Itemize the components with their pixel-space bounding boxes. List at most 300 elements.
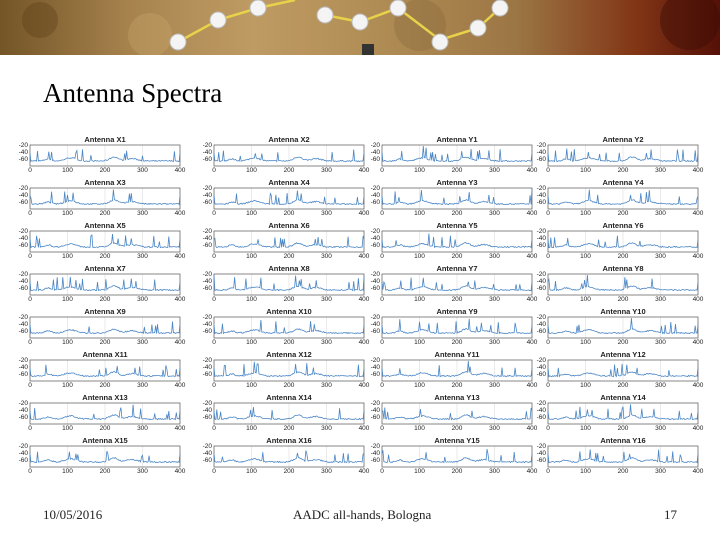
y-tick-label: -60 xyxy=(370,242,380,249)
y-tick-label: -40 xyxy=(370,364,380,371)
x-tick-label: 100 xyxy=(414,296,425,303)
y-tick-label: -20 xyxy=(18,400,28,407)
y-tick-label: -40 xyxy=(370,149,380,156)
x-tick-label: 0 xyxy=(28,296,32,303)
x-tick-label: 200 xyxy=(99,210,111,217)
x-tick-label: 0 xyxy=(28,425,32,432)
x-tick-label: 100 xyxy=(580,425,591,432)
antenna-panel xyxy=(12,436,192,479)
panel-title: Antenna X4 xyxy=(268,178,310,187)
x-tick-label: 300 xyxy=(137,253,148,260)
x-tick-label: 200 xyxy=(617,167,629,174)
y-tick-label: -40 xyxy=(536,321,546,328)
x-tick-label: 300 xyxy=(137,296,148,303)
x-tick-label: 100 xyxy=(580,210,591,217)
panel-title: Antenna X15 xyxy=(82,436,128,445)
x-tick-label: 100 xyxy=(246,210,257,217)
x-tick-label: 100 xyxy=(246,167,257,174)
x-tick-label: 300 xyxy=(321,468,332,475)
y-tick-label: -40 xyxy=(202,278,212,285)
x-tick-label: 400 xyxy=(692,339,704,346)
slide-number: 17 xyxy=(664,507,677,522)
x-tick-label: 300 xyxy=(655,296,666,303)
y-tick-label: -20 xyxy=(18,443,28,450)
panel-title: Antenna X10 xyxy=(266,307,312,316)
x-tick-label: 300 xyxy=(321,167,332,174)
y-tick-label: -60 xyxy=(18,457,28,464)
panel-title: Antenna Y11 xyxy=(434,350,480,359)
x-tick-label: 200 xyxy=(617,425,629,432)
antenna-panel xyxy=(364,135,544,178)
x-tick-label: 400 xyxy=(692,167,704,174)
x-tick-label: 400 xyxy=(692,296,704,303)
antenna-panel xyxy=(196,436,376,479)
x-tick-label: 400 xyxy=(174,167,186,174)
x-tick-label: 100 xyxy=(580,468,591,475)
antenna-panel xyxy=(196,393,376,436)
panel-title: Antenna X5 xyxy=(84,221,126,230)
panel-title: Antenna Y3 xyxy=(436,178,478,187)
x-tick-label: 100 xyxy=(414,468,425,475)
y-tick-label: -40 xyxy=(202,235,212,242)
x-tick-label: 200 xyxy=(451,210,463,217)
y-tick-label: -60 xyxy=(202,199,212,206)
y-tick-label: -40 xyxy=(18,235,28,242)
x-tick-label: 200 xyxy=(451,468,463,475)
y-tick-label: -40 xyxy=(536,407,546,414)
panel-title: Antenna Y5 xyxy=(436,221,478,230)
panel-title: Antenna Y9 xyxy=(436,307,478,316)
x-tick-label: 200 xyxy=(99,425,111,432)
y-tick-label: -40 xyxy=(536,364,546,371)
y-tick-label: -60 xyxy=(370,371,380,378)
x-tick-label: 200 xyxy=(617,210,629,217)
x-tick-label: 200 xyxy=(617,253,629,260)
x-tick-label: 200 xyxy=(617,339,629,346)
x-tick-label: 100 xyxy=(414,425,425,432)
y-tick-label: -20 xyxy=(536,142,546,149)
x-tick-label: 0 xyxy=(546,167,550,174)
x-tick-label: 0 xyxy=(212,296,216,303)
antenna-panel xyxy=(12,264,192,307)
x-tick-label: 400 xyxy=(174,382,186,389)
x-tick-label: 200 xyxy=(617,468,629,475)
y-tick-label: -60 xyxy=(536,199,546,206)
y-tick-label: -20 xyxy=(370,357,380,364)
y-tick-label: -40 xyxy=(18,192,28,199)
slide-title: Antenna Spectra xyxy=(43,78,223,108)
y-tick-label: -20 xyxy=(370,185,380,192)
y-tick-label: -60 xyxy=(18,328,28,335)
x-tick-label: 200 xyxy=(283,382,295,389)
x-tick-label: 0 xyxy=(546,296,550,303)
y-tick-label: -20 xyxy=(536,185,546,192)
x-tick-label: 400 xyxy=(174,253,186,260)
y-tick-label: -20 xyxy=(536,228,546,235)
x-tick-label: 300 xyxy=(489,425,500,432)
x-tick-label: 100 xyxy=(62,468,73,475)
panel-title: Antenna Y1 xyxy=(436,135,478,144)
antenna-panel xyxy=(196,350,376,393)
x-tick-label: 0 xyxy=(212,210,216,217)
panel-title: Antenna Y12 xyxy=(600,350,646,359)
y-tick-label: -20 xyxy=(536,400,546,407)
x-tick-label: 200 xyxy=(283,167,295,174)
antenna-panel xyxy=(530,393,710,436)
y-tick-label: -20 xyxy=(202,357,212,364)
x-tick-label: 400 xyxy=(526,425,538,432)
x-tick-label: 100 xyxy=(246,296,257,303)
x-tick-label: 200 xyxy=(617,382,629,389)
y-tick-label: -60 xyxy=(202,285,212,292)
antenna-panel xyxy=(364,178,544,221)
x-tick-label: 300 xyxy=(321,425,332,432)
footer-event: AADC all-hands, Bologna xyxy=(293,507,432,522)
panel-title: Antenna Y4 xyxy=(602,178,644,187)
x-tick-label: 100 xyxy=(414,167,425,174)
y-tick-label: -60 xyxy=(202,457,212,464)
x-tick-label: 400 xyxy=(526,339,538,346)
y-tick-label: -40 xyxy=(536,450,546,457)
x-tick-label: 400 xyxy=(692,382,704,389)
antenna-panel xyxy=(12,135,192,178)
x-tick-label: 400 xyxy=(526,167,538,174)
x-tick-label: 400 xyxy=(358,339,370,346)
x-tick-label: 0 xyxy=(546,253,550,260)
x-tick-label: 0 xyxy=(380,468,384,475)
y-tick-label: -60 xyxy=(202,414,212,421)
x-tick-label: 100 xyxy=(62,425,73,432)
y-tick-label: -60 xyxy=(202,242,212,249)
x-tick-label: 0 xyxy=(546,425,550,432)
x-tick-label: 400 xyxy=(526,296,538,303)
panel-title: Antenna X8 xyxy=(268,264,310,273)
antenna-panel xyxy=(364,307,544,350)
x-tick-label: 0 xyxy=(546,210,550,217)
x-tick-label: 0 xyxy=(212,468,216,475)
antenna-panel xyxy=(12,221,192,264)
x-tick-label: 300 xyxy=(321,339,332,346)
x-tick-label: 300 xyxy=(137,210,148,217)
x-tick-label: 100 xyxy=(580,253,591,260)
x-tick-label: 200 xyxy=(283,468,295,475)
antenna-panel xyxy=(364,436,544,479)
antenna-panel xyxy=(530,307,710,350)
y-tick-label: -20 xyxy=(202,443,212,450)
y-tick-label: -60 xyxy=(370,414,380,421)
y-tick-label: -60 xyxy=(536,457,546,464)
y-tick-label: -40 xyxy=(370,321,380,328)
x-tick-label: 100 xyxy=(580,167,591,174)
x-tick-label: 0 xyxy=(380,382,384,389)
x-tick-label: 400 xyxy=(692,210,704,217)
y-tick-label: -20 xyxy=(18,142,28,149)
y-tick-label: -20 xyxy=(536,357,546,364)
y-tick-label: -40 xyxy=(202,450,212,457)
y-tick-label: -40 xyxy=(18,407,28,414)
y-tick-label: -40 xyxy=(18,321,28,328)
antenna-panel xyxy=(196,178,376,221)
x-tick-label: 0 xyxy=(380,210,384,217)
x-tick-label: 300 xyxy=(489,296,500,303)
x-tick-label: 200 xyxy=(283,296,295,303)
y-tick-label: -40 xyxy=(202,149,212,156)
y-tick-label: -40 xyxy=(370,192,380,199)
y-tick-label: -40 xyxy=(18,364,28,371)
x-tick-label: 400 xyxy=(526,210,538,217)
x-tick-label: 400 xyxy=(358,253,370,260)
antenna-panel xyxy=(364,264,544,307)
panel-title: Antenna Y6 xyxy=(602,221,644,230)
x-tick-label: 100 xyxy=(62,339,73,346)
x-tick-label: 400 xyxy=(692,253,704,260)
y-tick-label: -40 xyxy=(536,192,546,199)
x-tick-label: 0 xyxy=(380,425,384,432)
x-tick-label: 100 xyxy=(246,253,257,260)
y-tick-label: -60 xyxy=(370,457,380,464)
panel-title: Antenna X13 xyxy=(82,393,128,402)
antenna-panel xyxy=(364,221,544,264)
x-tick-label: 400 xyxy=(174,468,186,475)
x-tick-label: 200 xyxy=(283,339,295,346)
panel-title: Antenna Y8 xyxy=(602,264,644,273)
panel-title: Antenna X14 xyxy=(266,393,312,402)
x-tick-label: 300 xyxy=(321,210,332,217)
x-tick-label: 300 xyxy=(489,253,500,260)
x-tick-label: 100 xyxy=(62,253,73,260)
panel-title: Antenna Y10 xyxy=(600,307,646,316)
y-tick-label: -20 xyxy=(370,314,380,321)
x-tick-label: 400 xyxy=(692,468,704,475)
antenna-panel xyxy=(196,264,376,307)
y-tick-label: -60 xyxy=(202,156,212,163)
x-tick-label: 400 xyxy=(526,468,538,475)
x-tick-label: 100 xyxy=(246,425,257,432)
x-tick-label: 400 xyxy=(358,425,370,432)
x-tick-label: 0 xyxy=(28,210,32,217)
y-tick-label: -40 xyxy=(536,235,546,242)
x-tick-label: 400 xyxy=(526,382,538,389)
x-tick-label: 400 xyxy=(174,296,186,303)
footer-date: 10/05/2016 xyxy=(43,507,103,522)
x-tick-label: 400 xyxy=(526,253,538,260)
x-tick-label: 200 xyxy=(451,253,463,260)
y-tick-label: -20 xyxy=(202,314,212,321)
x-tick-label: 200 xyxy=(617,296,629,303)
x-tick-label: 100 xyxy=(246,468,257,475)
x-tick-label: 400 xyxy=(358,382,370,389)
y-tick-label: -60 xyxy=(18,199,28,206)
x-tick-label: 300 xyxy=(655,339,666,346)
y-tick-label: -60 xyxy=(536,371,546,378)
antenna-panel xyxy=(530,178,710,221)
y-tick-label: -20 xyxy=(370,400,380,407)
panel-title: Antenna Y16 xyxy=(600,436,646,445)
x-tick-label: 0 xyxy=(380,339,384,346)
antenna-panel xyxy=(12,307,192,350)
y-tick-label: -60 xyxy=(18,242,28,249)
x-tick-label: 200 xyxy=(99,339,111,346)
antenna-panel xyxy=(196,221,376,264)
panel-title: Antenna Y13 xyxy=(434,393,480,402)
y-tick-label: -60 xyxy=(536,328,546,335)
y-tick-label: -60 xyxy=(536,156,546,163)
x-tick-label: 0 xyxy=(212,339,216,346)
x-tick-label: 200 xyxy=(99,468,111,475)
x-tick-label: 400 xyxy=(174,425,186,432)
panel-title: Antenna X12 xyxy=(266,350,312,359)
antenna-panel xyxy=(12,178,192,221)
antenna-panel xyxy=(364,350,544,393)
x-tick-label: 200 xyxy=(283,210,295,217)
x-tick-label: 100 xyxy=(580,296,591,303)
x-tick-label: 300 xyxy=(137,339,148,346)
x-tick-label: 300 xyxy=(137,167,148,174)
x-tick-label: 300 xyxy=(489,339,500,346)
antenna-panel xyxy=(530,135,710,178)
x-tick-label: 100 xyxy=(414,339,425,346)
antenna-panel xyxy=(364,393,544,436)
antenna-panel xyxy=(530,436,710,479)
antenna-panel xyxy=(530,350,710,393)
x-tick-label: 0 xyxy=(212,167,216,174)
x-tick-label: 300 xyxy=(137,468,148,475)
y-tick-label: -20 xyxy=(202,142,212,149)
y-tick-label: -60 xyxy=(370,328,380,335)
y-tick-label: -60 xyxy=(18,371,28,378)
y-tick-label: -60 xyxy=(370,285,380,292)
panel-title: Antenna X7 xyxy=(84,264,126,273)
y-tick-label: -20 xyxy=(202,185,212,192)
y-tick-label: -40 xyxy=(202,321,212,328)
x-tick-label: 100 xyxy=(62,210,73,217)
y-tick-label: -40 xyxy=(536,278,546,285)
x-tick-label: 100 xyxy=(62,296,73,303)
x-tick-label: 200 xyxy=(99,167,111,174)
y-tick-label: -20 xyxy=(370,443,380,450)
x-tick-label: 400 xyxy=(174,339,186,346)
x-tick-label: 400 xyxy=(358,167,370,174)
x-tick-label: 300 xyxy=(655,210,666,217)
x-tick-label: 200 xyxy=(99,382,111,389)
panel-title: Antenna X11 xyxy=(82,350,128,359)
y-tick-label: -40 xyxy=(370,278,380,285)
x-tick-label: 300 xyxy=(489,210,500,217)
panel-title: Antenna X3 xyxy=(84,178,126,187)
y-tick-label: -40 xyxy=(18,450,28,457)
x-tick-label: 300 xyxy=(489,382,500,389)
x-tick-label: 100 xyxy=(414,210,425,217)
x-tick-label: 200 xyxy=(451,296,463,303)
panel-title: Antenna X9 xyxy=(84,307,126,316)
x-tick-label: 0 xyxy=(28,382,32,389)
x-tick-label: 100 xyxy=(580,382,591,389)
y-tick-label: -20 xyxy=(370,271,380,278)
panel-title: Antenna X6 xyxy=(268,221,310,230)
x-tick-label: 400 xyxy=(692,425,704,432)
y-tick-label: -40 xyxy=(202,364,212,371)
y-tick-label: -60 xyxy=(18,156,28,163)
x-tick-label: 200 xyxy=(283,425,295,432)
y-tick-label: -60 xyxy=(18,414,28,421)
x-tick-label: 100 xyxy=(62,167,73,174)
y-tick-label: -40 xyxy=(18,149,28,156)
x-tick-label: 300 xyxy=(321,253,332,260)
x-tick-label: 400 xyxy=(358,210,370,217)
x-tick-label: 200 xyxy=(283,253,295,260)
x-tick-label: 0 xyxy=(380,167,384,174)
x-tick-label: 0 xyxy=(28,253,32,260)
x-tick-label: 0 xyxy=(28,339,32,346)
y-tick-label: -40 xyxy=(370,407,380,414)
panel-title: Antenna Y15 xyxy=(434,436,480,445)
x-tick-label: 0 xyxy=(546,382,550,389)
antenna-panel xyxy=(12,393,192,436)
x-tick-label: 300 xyxy=(655,425,666,432)
x-tick-label: 100 xyxy=(246,339,257,346)
x-tick-label: 300 xyxy=(137,382,148,389)
x-tick-label: 100 xyxy=(414,382,425,389)
y-tick-label: -60 xyxy=(536,285,546,292)
y-tick-label: -20 xyxy=(18,185,28,192)
y-tick-label: -20 xyxy=(18,271,28,278)
y-tick-label: -60 xyxy=(18,285,28,292)
x-tick-label: 400 xyxy=(358,296,370,303)
y-tick-label: -20 xyxy=(536,443,546,450)
y-tick-label: -20 xyxy=(202,228,212,235)
y-tick-label: -60 xyxy=(536,242,546,249)
x-tick-label: 100 xyxy=(580,339,591,346)
x-tick-label: 0 xyxy=(380,296,384,303)
x-tick-label: 0 xyxy=(28,468,32,475)
x-tick-label: 300 xyxy=(137,425,148,432)
x-tick-label: 0 xyxy=(212,382,216,389)
y-tick-label: -60 xyxy=(202,371,212,378)
y-tick-label: -60 xyxy=(370,199,380,206)
panel-title: Antenna Y7 xyxy=(436,264,478,273)
x-tick-label: 400 xyxy=(174,210,186,217)
y-tick-label: -20 xyxy=(536,271,546,278)
y-tick-label: -20 xyxy=(202,271,212,278)
x-tick-label: 300 xyxy=(489,167,500,174)
x-tick-label: 300 xyxy=(655,468,666,475)
x-tick-label: 200 xyxy=(99,253,111,260)
x-tick-label: 200 xyxy=(451,339,463,346)
x-tick-label: 200 xyxy=(451,382,463,389)
x-tick-label: 0 xyxy=(546,339,550,346)
y-tick-label: -40 xyxy=(370,235,380,242)
y-tick-label: -40 xyxy=(370,450,380,457)
y-tick-label: -20 xyxy=(18,357,28,364)
x-tick-label: 300 xyxy=(655,253,666,260)
y-tick-label: -20 xyxy=(536,314,546,321)
y-tick-label: -60 xyxy=(370,156,380,163)
y-tick-label: -40 xyxy=(202,192,212,199)
antenna-panel xyxy=(196,135,376,178)
x-tick-label: 0 xyxy=(380,253,384,260)
x-tick-label: 300 xyxy=(489,468,500,475)
antenna-panel xyxy=(196,307,376,350)
x-tick-label: 0 xyxy=(546,468,550,475)
x-tick-label: 300 xyxy=(321,296,332,303)
y-tick-label: -20 xyxy=(18,228,28,235)
x-tick-label: 300 xyxy=(321,382,332,389)
antenna-panel xyxy=(12,350,192,393)
x-tick-label: 100 xyxy=(414,253,425,260)
y-tick-label: -20 xyxy=(202,400,212,407)
x-tick-label: 300 xyxy=(655,382,666,389)
x-tick-label: 100 xyxy=(246,382,257,389)
